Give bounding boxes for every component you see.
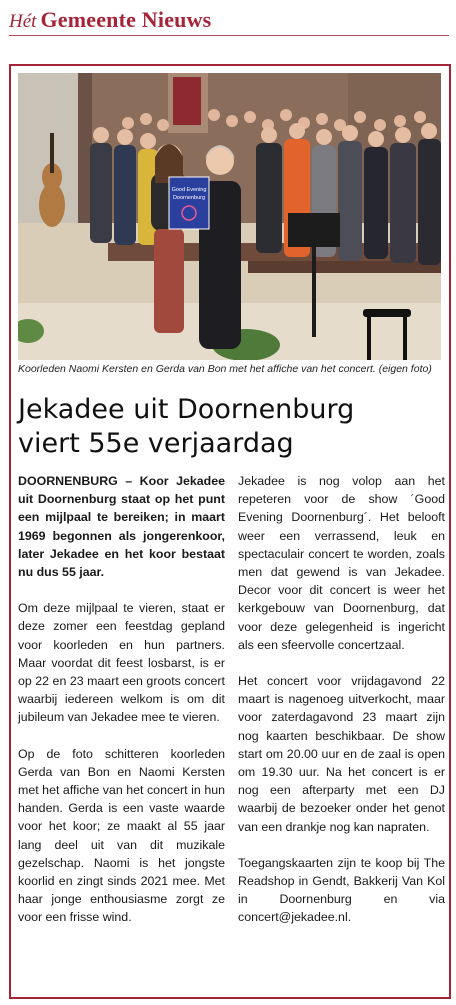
article-headline (18, 393, 448, 461)
article-lead-paragraph: DOORNENBURG – Koor Jekadee uit Doornenburg staat op het punt een mijlpaal te bereiken; in maart 1969 begonnen als jongerenkoor, later Jekadee en het koor bestaat nu dus 55 jaar. (18, 474, 225, 580)
article-paragraph: Jekadee is nog volop aan het repeteren voor de show ´Good Evening Doornenburg´. Het belooft weer een verrassend, leuk en spectaculair concert te worden, zoals men dat gewend is van Jekadee. Decor voor dit concert is weer het kerkgebouw van Doornenburg, dat voor deze gelegenheid is ingericht als een sfeervolle concertzaal. (238, 474, 445, 652)
headline-line-2: viert 55e verjaardag (18, 428, 294, 459)
publication-title (9, 7, 211, 33)
publication-title-name: Gemeente Nieuws (40, 7, 212, 32)
masthead-divider (9, 35, 449, 36)
poster-line-2: Doornenburg (172, 195, 206, 201)
masthead (0, 0, 456, 40)
article-paragraph: Toegangskaarten zijn te koop bij The Readshop in Gendt, Bakkerij Van Kol in Doornenburg en via concert@jekadee.nl. (238, 855, 445, 925)
article-column-left (18, 472, 225, 945)
headline-line-1: Jekadee uit Doornenburg (18, 394, 355, 425)
choir-photo (18, 73, 441, 360)
photo-caption: Koorleden Naomi Kersten en Gerda van Bon met het affiche van het concert. (eigen foto) (18, 363, 432, 375)
article-paragraph: Om deze mijlpaal te vieren, staat er deze zomer een feestdag gepland voor koorleden en hun partners. Maar voordat dit feest losbarst, is er op 22 en 23 maart een groots concert waarbij iedereen welkom is om dit jubileum van Jekadee mee te vieren. (18, 601, 225, 725)
article-frame (9, 64, 451, 999)
article-paragraph: Het concert voor vrijdagavond 22 maart is nagenoeg uitverkocht, maar voor zaterdagavond 23 maart zijn nog kaarten beschikbaar. De show start om 20.00 uur en de zaal is open om 19.30 uur. Na het concert is er nog een afterparty met een DJ waarbij de bezoeker onder het genot van een drankje nog kan napraten. (238, 674, 445, 834)
article-column-right (238, 472, 445, 945)
article-paragraph: Op de foto schitteren koorleden Gerda van Bon en Naomi Kersten met het affiche van het concert in hun handen. Gerda is een vaste waarde voor het koor; ze maakt al 55 jaar lang deel uit van dit muzikale gezelschap. Naomi is het jongste koorlid en zingt sinds 2021 mee. Met haar jonge enthousiasme zorgt ze voor een frisse wind. (18, 746, 225, 925)
poster-line-1: Good Evening (171, 187, 207, 193)
publication-title-prefix: Hét (9, 11, 37, 32)
